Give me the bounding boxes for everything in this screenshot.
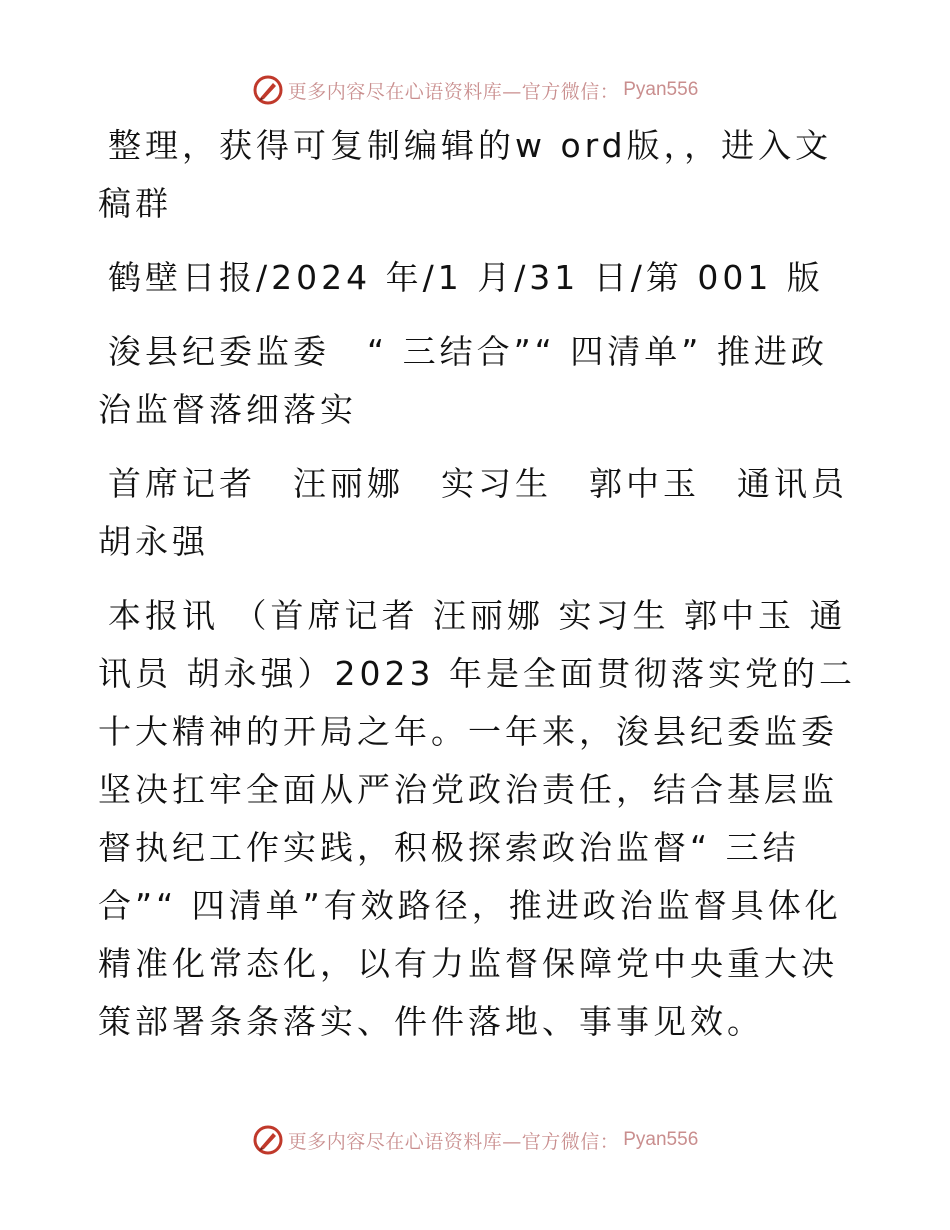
paragraph-intro: 整理，获得可复制编辑的w ord版，，进入文稿群 (98, 126, 833, 223)
article-lead: 本报讯 （首席记者 汪丽娜 实习生 郭中玉 通讯员 胡永强）2023 年是全面贯彻落实党的二十大精神的开局之年。一年来，浚县纪委监委坚决扛牢全面从严治党政治责任，结合基层监督执纪工作实践，积极探索政治监督“ 三结合”“ 四清单”有效路径，推进政治监督具体化精准化常态化，以有力监督保障党中央重大决策部署条条落实、件件落地、事事见效。 (98, 596, 856, 1041)
header-banner-text: 更多内容尽在心语资料库—官方微信： (287, 80, 620, 103)
article-title: 浚县纪委监委 “ 三结合”“ 四清单” 推进政治监督落细落实 (98, 332, 828, 429)
footer-banner (0, 1120, 950, 1160)
document-body (98, 117, 885, 1067)
pen-logo-icon (252, 1124, 284, 1156)
paragraph-source: 鹤壁日报/2024 年/1 月/31 日/第 001 版 (108, 258, 824, 297)
footer-banner-text: 更多内容尽在心语资料库—官方微信： (287, 1130, 620, 1153)
header-wechat-id: Pyan556 (623, 79, 699, 100)
article-byline: 首席记者 汪丽娜 实习生 郭中玉 通讯员 胡永强 (98, 464, 885, 561)
pen-logo-icon (252, 74, 284, 106)
header-banner (0, 70, 950, 110)
footer-wechat-id: Pyan556 (623, 1129, 699, 1150)
